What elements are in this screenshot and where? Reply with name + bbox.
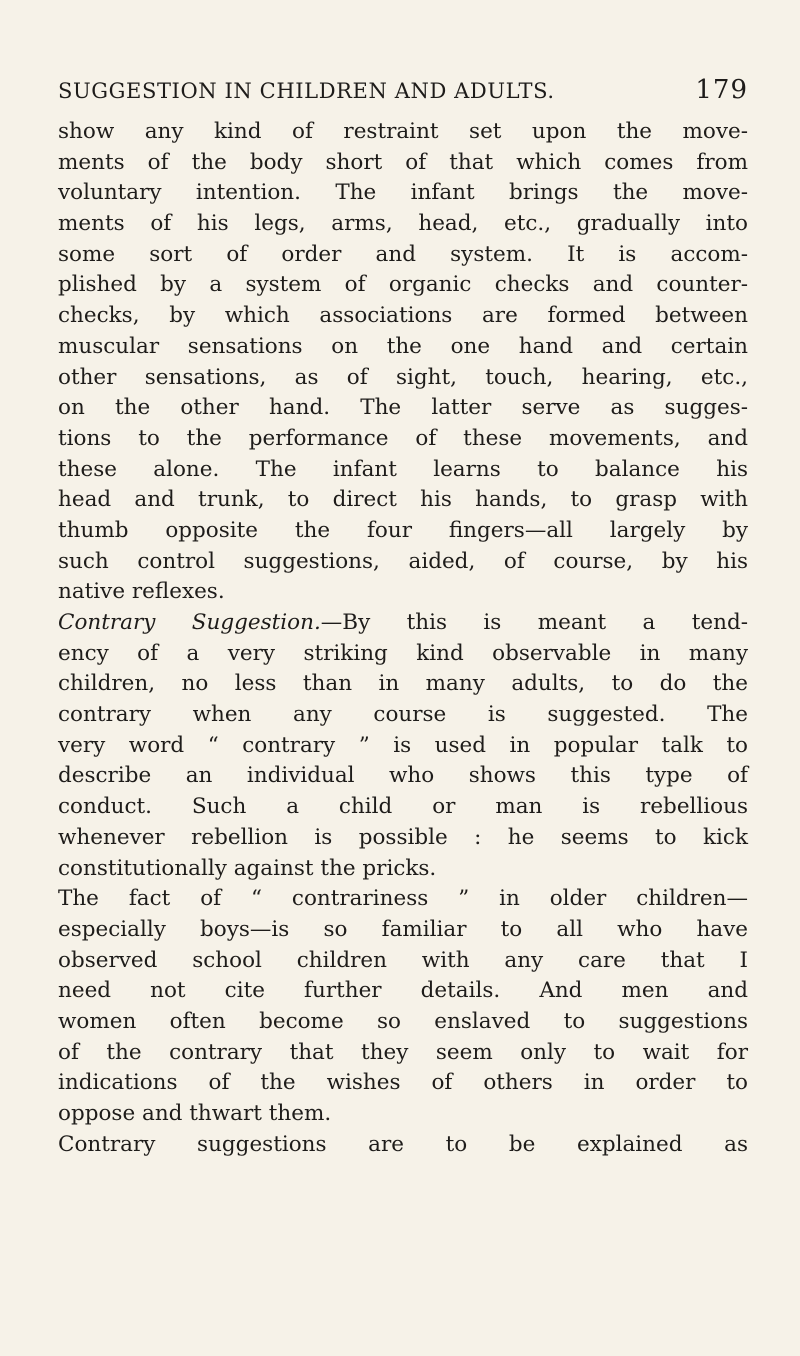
text-line: need not cite further details. And men and [58,978,748,1004]
section-heading: Contrary Suggestion. [58,610,321,635]
text-line: very word “ contrary ” is used in popular talk to [58,732,748,758]
text-line: plished by a system of organic checks and counter- [58,272,748,298]
section-first-line-rest: —By this is meant a tend- [320,610,748,635]
text-line: oppose and thwart them. [58,1101,332,1126]
running-head [58,75,748,115]
text-line: especially boys—is so familiar to all who have [58,916,748,942]
text-line: ments of his legs, arms, head, etc., gradually into [58,211,748,237]
text-line: indications of the wishes of others in order to [58,1070,748,1096]
section-first-line [58,608,748,639]
text-line: observed school children with any care that I [58,947,748,973]
text-line: The fact of “ contrariness ” in older children— [58,886,748,912]
text-line: describe an individual who shows this type of [58,763,748,789]
body-text [58,117,748,1160]
text-line: checks, by which associations are formed between [58,303,748,329]
text-line: women often become so enslaved to suggestions [58,1008,748,1034]
text-line: on the other hand. The latter serve as sugges- [58,395,748,421]
text-line: constitutionally against the pricks. [58,855,437,881]
text-line: conduct. Such a child or man is rebellious [58,794,748,820]
text-line: tions to the performance of these movements, and [58,425,748,451]
text-line: whenever rebellion is possible : he seems to kick [58,824,748,850]
text-line: of the contrary that they seem only to wait for [58,1039,748,1065]
text-line: such control suggestions, aided, of course, by his [58,548,748,574]
page-number: 179 [695,75,748,105]
text-line: contrary when any course is suggested. The [58,702,748,728]
text-line: muscular sensations on the one hand and certain [58,333,748,359]
text-line: native reflexes. [58,579,225,605]
text-line: other sensations, as of sight, touch, hearing, etc., [58,364,748,390]
text-line: ency of a very striking kind observable in many [58,640,748,666]
text-line: show any kind of restraint set upon the move- [58,119,748,144]
text-line: these alone. The infant learns to balance his [58,456,748,482]
text-line: ments of the body short of that which comes from [58,149,748,175]
text-line: thumb opposite the four fingers—all largely by [58,517,748,543]
running-title: SUGGESTION IN CHILDREN AND ADULTS. [58,79,555,103]
text-line: some sort of order and system. It is accom- [58,241,748,267]
text-line: children, no less than in many adults, to do the [58,671,748,697]
text-line: head and trunk, to direct his hands, to grasp with [58,487,748,513]
text-line: Contrary suggestions are to be explained as [58,1131,748,1157]
text-line: voluntary intention. The infant brings the move- [58,180,748,206]
